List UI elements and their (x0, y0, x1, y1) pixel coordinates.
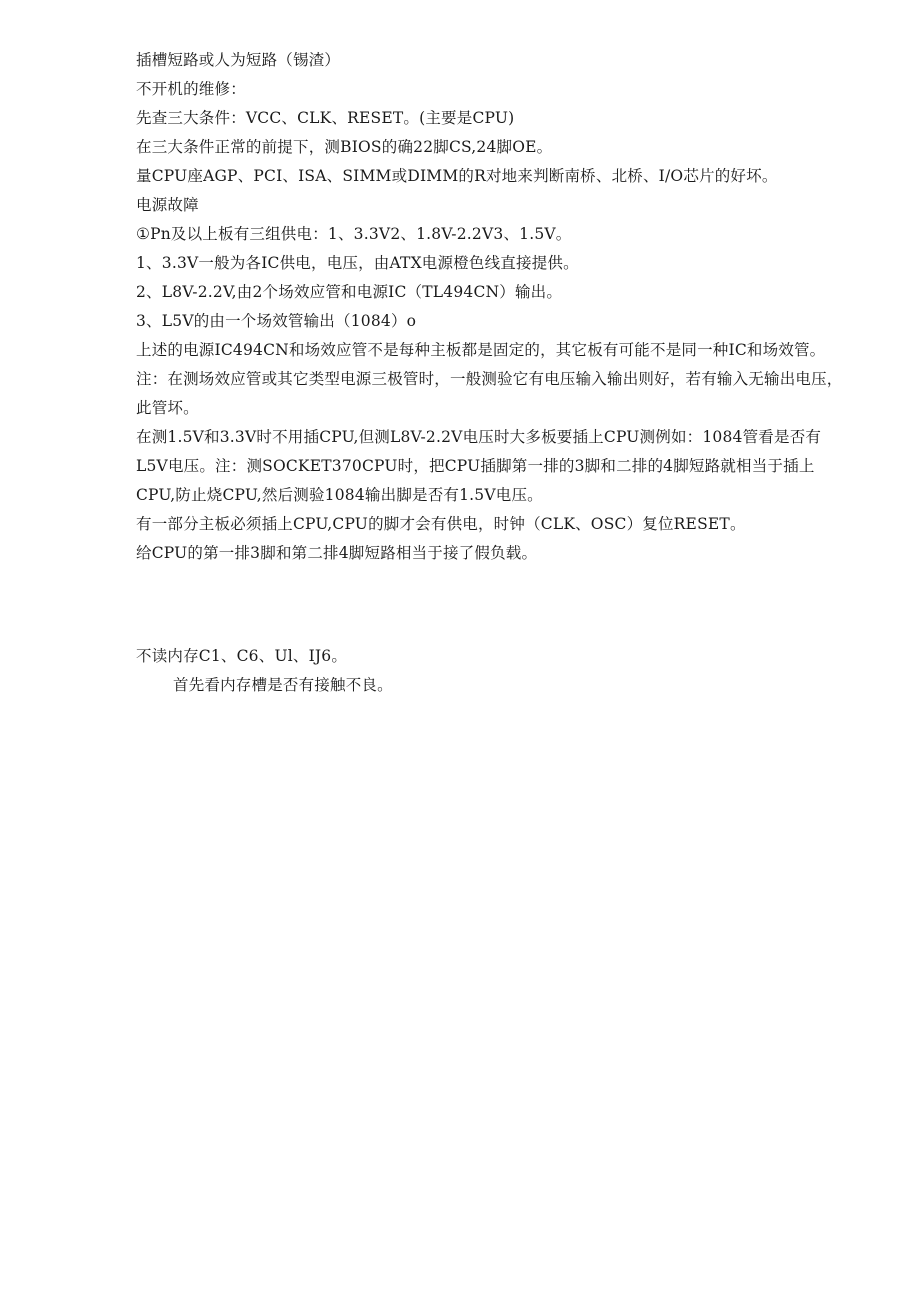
text-line-three-conditions: 先查三大条件：VCC、CLK、RESET。(主要是CPU) (136, 109, 515, 127)
text-line-rail-1v5: 3、L5V的由一个场效管输出（1084）o (136, 312, 417, 330)
text-line-measure-slots: 量CPU座AGP、PCI、ISA、SIMM或DIMM的R对地来判断南桥、北桥、I/O芯片的好坏。 (136, 167, 778, 185)
text-line-rail-1v8: 2、L8V-2.2V,由2个场效应管和电源IC（TL494CN）输出。 (136, 283, 563, 301)
section-heading-memory: 不读内存C1、C6、Ul、IJ6。 (136, 647, 348, 665)
text-paragraph-fet-note: 注：在测场效应管或其它类型电源三极管时，一般测验它有电压输入输出则好，若有输入无输出电压，此管坏。 (136, 370, 843, 417)
text-line-slot-short: 插槽短路或人为短路（锡渣） (136, 51, 341, 69)
text-line-cpu-required: 有一部分主板必须插上CPU,CPU的脚才会有供电，时钟（CLK、OSC）复位RESET。 (136, 515, 746, 533)
paragraph-spacer (136, 568, 852, 642)
text-line-power-rails: ①Pn及以上板有三组供电：1、3.3V2、1.8V-2.2V3、1.5V。 (136, 225, 572, 243)
text-line-rail-3v3: 1、3.3V一般为各IC供电，电压，由ATX电源橙色线直接提供。 (136, 254, 579, 272)
text-paragraph-cpu-test: 在测1.5V和3.3V时不用插CPU,但测L8V-2.2V电压时大多板要插上CPU测例如：1084管看是否有L5V电压。注：测SOCKET370CPU时，把CPU插脚第一排的3脚和二排的4脚短路就相当于插上CPU,防止烧CPU,然后测验1084输出脚是否有1.5V电压。 (136, 428, 822, 504)
text-line-power-ic-note: 上述的电源IC494CN和场效应管不是每种主板都是固定的，其它板有可能不是同一种IC和场效管。 (136, 341, 826, 359)
section-heading-power-fault: 电源故障 (136, 196, 199, 214)
text-line-dummy-load: 给CPU的第一排3脚和第二排4脚短路相当于接了假负载。 (136, 544, 538, 562)
text-line-bios-check: 在三大条件正常的前提下，测BIOS的确22脚CS,24脚OE。 (136, 138, 553, 156)
document-body (136, 46, 852, 700)
text-line-no-boot-repair: 不开机的维修： (136, 80, 246, 98)
text-line-memory-slot-check: 首先看内存槽是否有接触不良。 (173, 676, 393, 694)
